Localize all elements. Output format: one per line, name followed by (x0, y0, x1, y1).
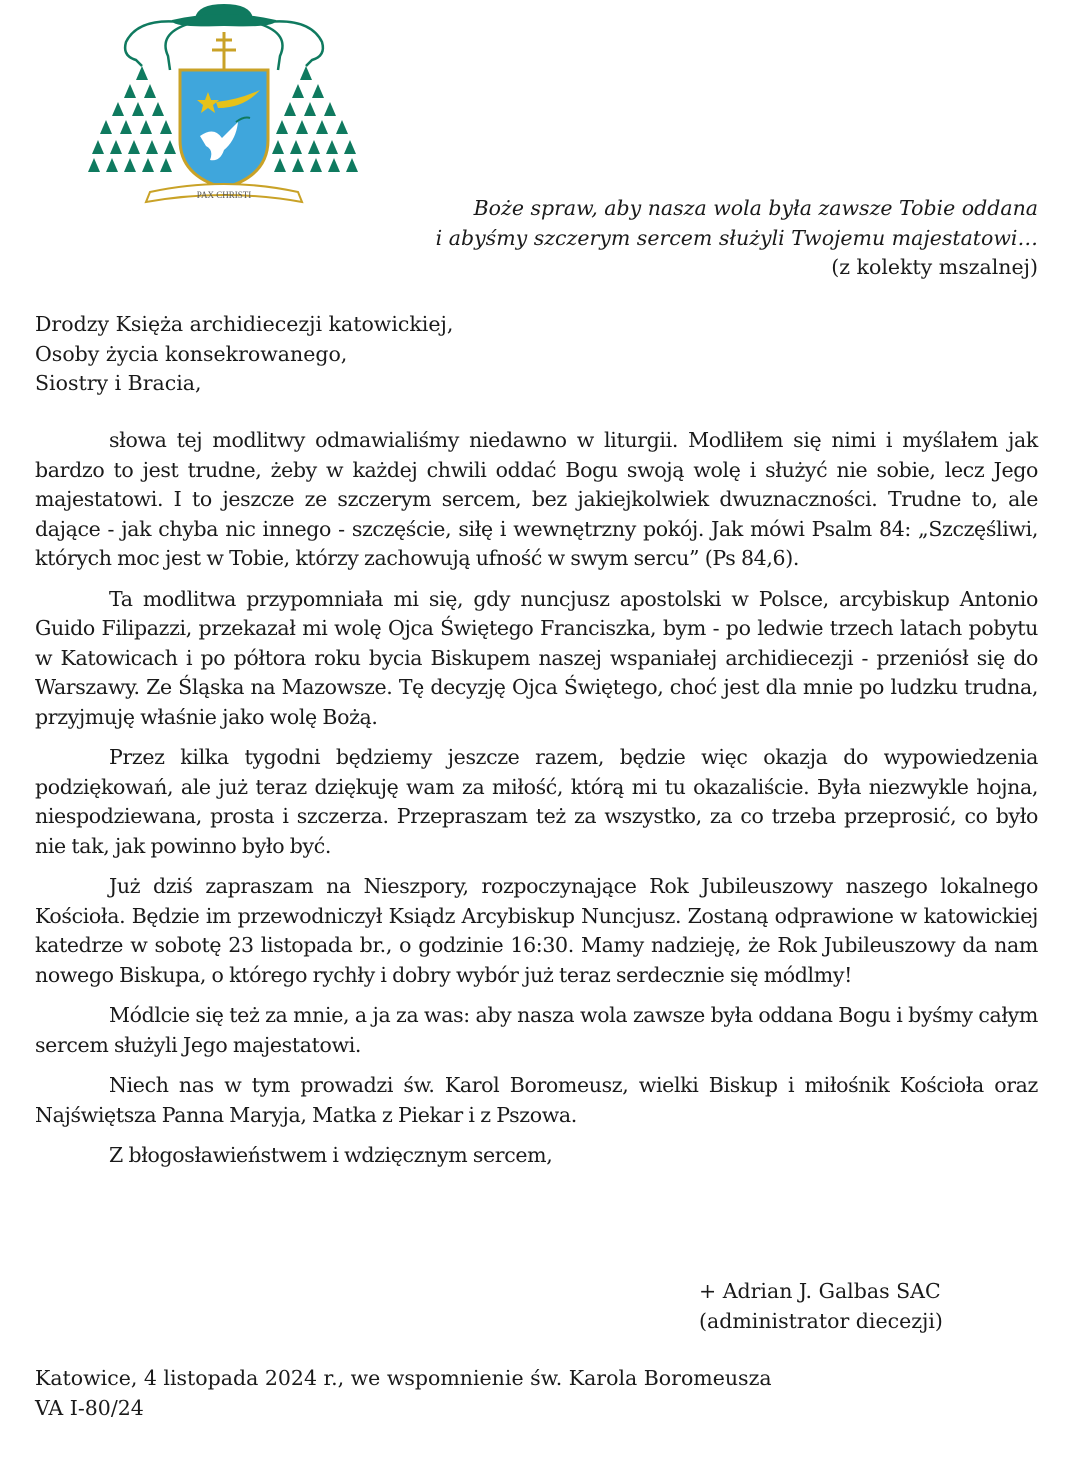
signature-role: (administrator diecezji) (699, 1308, 943, 1333)
salutation (35, 310, 453, 399)
epigraph (398, 194, 1038, 283)
paragraph-3: Przez kilka tygodni będziemy jeszcze razem, będzie więc okazja do wypowiedzenia podziękowań, ale już teraz dziękuję wam za miłość, którą mi tu okazaliście. Była niezwykle hojna, niespodziewana, prosta i szczerza. Przepraszam też za wszystko, za co trzeba przeprosić, co było nie tak, jak powinno było być. (35, 745, 1038, 858)
closing-line: Z błogosławieństwem i wdzięcznym sercem, (109, 1143, 553, 1167)
salutation-line-2: Osoby życia konsekrowanego, (35, 341, 348, 366)
epigraph-line-1: Boże spraw, aby nasza wola była zawsze Tobie oddana (473, 196, 1038, 220)
reference-number: VA I-80/24 (35, 1395, 144, 1420)
signature-name: + Adrian J. Galbas SAC (699, 1279, 941, 1303)
paragraph-2: Ta modlitwa przypomniała mi się, gdy nuncjusz apostolski w Polsce, arcybiskup Antonio Guido Filipazzi, przekazał mi wolę Ojca Świętego Franciszka, bym - po ledwie trzech latach pobytu w Katowicach i po półtora roku bycia Biskupem naszej wspaniałej archidiecezji - przeniósł się do Warszawy. Ze Śląska na Mazowsze. Tę decyzję Ojca Świętego, choć jest dla mnie po ludzku trudna, przyjmuję właśnie jako wolę Bożą. (35, 586, 1038, 729)
letter-body (35, 426, 1038, 1182)
signature-block (699, 1277, 943, 1336)
footer (35, 1364, 772, 1423)
salutation-line-3: Siostry i Bracia, (35, 371, 202, 395)
paragraph-1: słowa tej modlitwy odmawialiśmy niedawno w liturgii. Modliłem się nimi i myślałem jak bardzo to jest trudne, żeby w każdej chwili oddać Bogu swoją wolę i służyć nie sobie, lecz Jego majestatowi. I to jeszcze ze szczerym sercem, bez jakiejkolwiek dwuznaczności. Trudne to, ale dające - jak chyba nic innego - szczęście, siłę i wewnętrzny pokój. Jak mówi Psalm 84: „Szczęśliwi, których moc jest w Tobie, którzy zachowują ufność w swym sercu” (Ps 84,6). (35, 428, 1038, 570)
paragraph-5: Módlcie się też za mnie, a ja za was: aby nasza wola zawsze była oddana Bogu i byśmy całym sercem służyli Jego majestatowi. (35, 1003, 1038, 1057)
salutation-line-1: Drodzy Księża archidiecezji katowickiej, (35, 312, 454, 336)
coat-of-arms-motto: PAX CHRISTI (196, 190, 252, 200)
epigraph-line-2: i abyśmy szczerym sercem służyli Twojemu majestatowi… (435, 225, 1038, 250)
epigraph-source: (z kolekty mszalnej) (831, 255, 1038, 279)
paragraph-4: Już dziś zapraszam na Nieszpory, rozpoczynające Rok Jubileuszowy naszego lokalnego Kościoła. Będzie im przewodniczył Ksiądz Arcybiskup Nuncjusz. Zostaną odprawione w katowickiej katedrze w sobotę 23 listopada br., o godzinie 16:30. Mamy nadzieję, że Rok Jubileuszowy da nam nowego Biskupa, o którego rychły i dobry wybór już teraz serdecznie się módlmy! (35, 874, 1038, 987)
place-and-date: Katowice, 4 listopada 2024 r., we wspomnienie św. Karola Boromeusza (35, 1366, 772, 1390)
paragraph-6: Niech nas w tym prowadzi św. Karol Boromeusz, wielki Biskup i miłośnik Kościoła oraz Najświętsza Panna Maryja, Matka z Piekar i z Pszowa. (35, 1073, 1038, 1127)
coat-of-arms-logo (88, 0, 358, 212)
